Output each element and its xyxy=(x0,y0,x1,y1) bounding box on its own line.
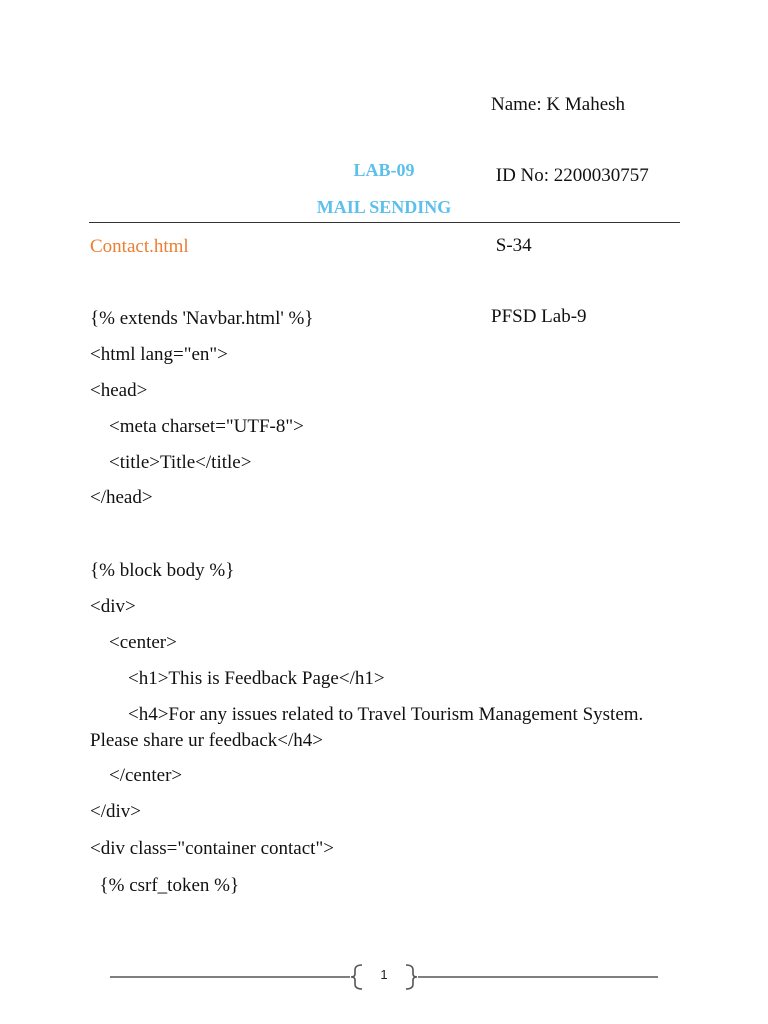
code-line: <center> xyxy=(90,632,177,653)
code-line: {% block body %} xyxy=(90,560,235,581)
code-line: <head> xyxy=(90,380,148,401)
code-line: <meta charset="UTF-8"> xyxy=(90,416,304,437)
code-line: </head> xyxy=(90,487,153,508)
code-line-wrapped: <h4>For any issues related to Travel Tourism Management System. Please share ur feedback</h4> xyxy=(90,704,649,751)
code-line: </center> xyxy=(90,765,183,786)
code-line: {% csrf_token %} xyxy=(90,875,240,896)
file-name-heading: Contact.html xyxy=(90,236,189,257)
code-line: <title>Title</title> xyxy=(90,452,252,473)
code-line: <div> xyxy=(90,596,136,617)
student-name: Name: K Mahesh xyxy=(491,94,626,115)
lab-subtitle: MAIL SENDING xyxy=(316,197,452,217)
lab-course: PFSD Lab-9 xyxy=(491,305,587,327)
code-line: {% extends 'Navbar.html' %} xyxy=(90,308,314,329)
horizontal-rule xyxy=(89,222,680,223)
code-line: <div class="container contact"> xyxy=(90,838,334,859)
code-line: </div> xyxy=(90,801,141,822)
page-footer xyxy=(110,962,658,992)
page-number: 1 xyxy=(380,967,388,982)
code-line: <h1>This is Feedback Page</h1> xyxy=(90,668,385,689)
code-line: <html lang="en"> xyxy=(90,344,228,365)
lab-title: LAB-09 xyxy=(353,160,415,180)
student-id: ID No: 2200030757 xyxy=(491,164,649,186)
student-section: S-34 xyxy=(491,235,532,256)
